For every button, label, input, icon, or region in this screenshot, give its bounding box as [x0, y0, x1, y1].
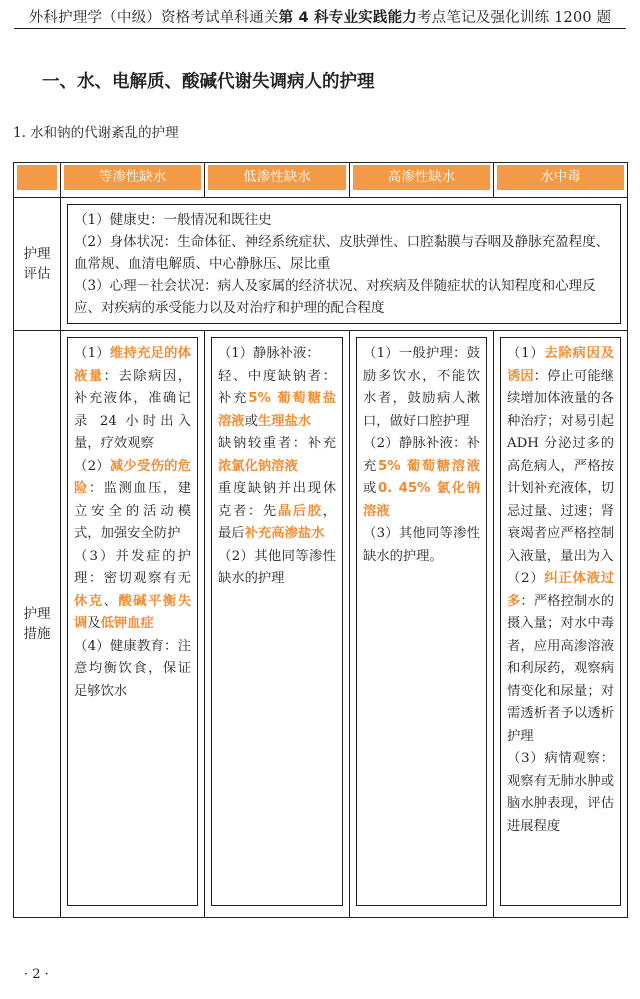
- list-item: 缺钠较重者：补充浓氯化钠溶液: [218, 436, 336, 474]
- assessment-line: （2）身体状况：生命体征、神经系统症状、皮肤弹性、口腔黏膜与吞咽及静脉充盈程度、血常规、血清电解质、中心静脉压、尿比重: [74, 234, 610, 272]
- list-item: （3）其他同等渗性缺水的护理。: [363, 526, 480, 564]
- list-item: （1）静脉补液：: [218, 346, 320, 361]
- assessment-row: [14, 198, 628, 331]
- header-cell-water-intoxication: 水中毒: [494, 163, 628, 198]
- nursing-table: [13, 162, 628, 918]
- water-intoxication-measures: [494, 331, 628, 918]
- measures-row: [14, 331, 628, 918]
- hypotonic-measures: [205, 331, 350, 918]
- header-prefix: 外科护理学（中级）资格考试单科通关: [28, 10, 279, 26]
- assessment-line: （1）健康史：一般情况和既往史: [74, 212, 272, 228]
- isotonic-measures: [61, 331, 205, 918]
- sub-title: 1. 水和钠的代谢紊乱的护理: [13, 125, 179, 141]
- hypertonic-measures: [350, 331, 494, 918]
- header-cell-empty: [14, 163, 61, 198]
- list-item: 重度缺钠并出现休克者：先晶后胶，最后补充高渗盐水: [218, 481, 337, 541]
- table-header-row: [14, 163, 628, 198]
- list-item: （2）其他同等渗性缺水的护理: [218, 548, 336, 586]
- header-cell-hypotonic: 低渗性缺水: [205, 163, 350, 198]
- list-item: （1）去除病因及诱因：停止可能继续增加体液量的各种治疗；对易引起 ADH 分泌过多的高危病人，严格按计划补充液体，切忌过量、过速；肾衰竭者应严格控制入液量，量出为入: [507, 346, 615, 564]
- assessment-label: 护理 评估: [14, 198, 61, 331]
- list-item: （2）减少受伤的危险：监测血压，建立安全的活动模式，加强安全防护: [74, 458, 192, 541]
- assessment-line: （3）心理－社会状况：病人及家属的经济状况、对疾病及伴随症状的认知程度和心理反应、对疾病的承受能力以及对治疗和护理的配合程度: [74, 278, 596, 316]
- measures-label: 护理 措施: [14, 331, 61, 918]
- header-cell-hypertonic: 高渗性缺水: [350, 163, 494, 198]
- list-item: （3）并发症的护理：密切观察有无休克、酸碱平衡失调及低钾血症: [74, 548, 192, 631]
- list-item: （4）健康教育：注意均衡饮食，保证足够饮水: [74, 638, 191, 699]
- assessment-content: [61, 198, 628, 331]
- section-title: 一、水、电解质、酸碱代谢失调病人的护理: [42, 72, 375, 92]
- header-suffix: 考点笔记及强化训练 1200 题: [416, 10, 612, 26]
- running-header: [0, 6, 640, 27]
- list-item: （1）维持充足的体液量：去除病因，补充液体，准确记录 24 小时出入量，疗效观察: [74, 346, 192, 451]
- page-number: · 2 ·: [24, 967, 49, 982]
- list-item: （3）病情观察：观察有无肺水肿或脑水肿表现，评估进展程度: [507, 751, 614, 834]
- list-item: 轻、中度缺钠者：补充5% 葡萄糖盐溶液或生理盐水: [218, 368, 336, 429]
- list-item: （2）静脉补液：补充5% 葡萄糖溶液或0. 45% 氯化钠溶液: [363, 436, 481, 519]
- list-item: （2）纠正体液过多：严格控制水的摄入量；对水中毒者，应用高渗溶液和利尿药，观察病情变化和尿量；对需透析者予以透析护理: [507, 571, 615, 744]
- list-item: （1）一般护理：鼓励多饮水，不能饮水者，鼓励病人漱口，做好口腔护理: [363, 346, 480, 429]
- header-cell-isotonic: 等渗性缺水: [61, 163, 205, 198]
- header-bold: 第 4 科专业实践能力: [278, 10, 417, 26]
- header-rule: [14, 28, 626, 29]
